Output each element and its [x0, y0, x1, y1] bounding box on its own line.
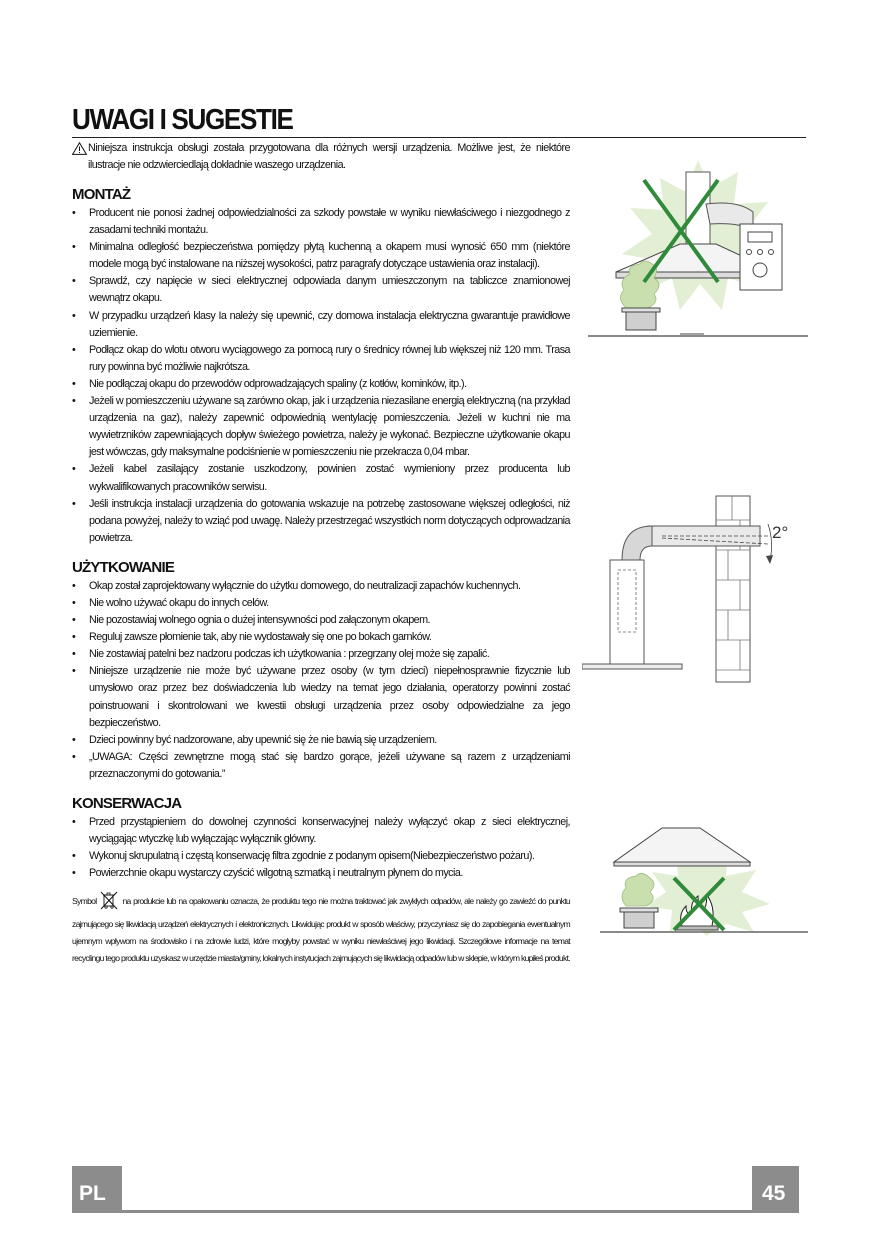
section-heading-montaz: MONTAŻ: [72, 186, 131, 203]
list-item: • Reguluj zawsze płomienie tak, aby nie wydostawały się one po bokach garnków.: [72, 629, 570, 646]
crossed-bin-icon: [99, 890, 119, 916]
disposal-note: [72, 890, 570, 967]
warning-icon: [72, 142, 87, 161]
list-item: • Jeśli instrukcja instalacji urządzenia do gotowania wskazuje na potrzebę zastosowane większej odległości, niż podana powyżej, należy to wziąć pod uwagę. Należy przestrzegać wszystkich norm dotyczących odprowadzania powietrza.: [72, 496, 570, 547]
list-item: • Niniejsze urządzenie nie może być używane przez osoby (w tym dzieci) niepełnosprawnie fizycznie lub umysłowo oraz przez bez doświadczenia lub wiedzy na temat jego działania, operatorzy powinni zostać poinstruowani i skontrolowani we kwestii obsługi urządzenia przez osoby odpowiedzialne za jego bezpieczeństwo.: [72, 663, 570, 731]
list-item: • Nie zostawiaj patelni bez nadzoru podczas ich użytkowania : przegrzany olej może się zapalić.: [72, 646, 570, 663]
list-item: • Powierzchnie okapu wystarczy czyścić wilgotną szmatką i neutralnym płynem do mycia.: [72, 865, 570, 882]
list-item: • Producent nie ponosi żadnej odpowiedzialności za szkody powstałe w wyniku niewłaściwego i niezgodnego z zasadami techniki montażu.: [72, 205, 570, 239]
page-number: 45: [752, 1166, 799, 1213]
list-item: • Nie podłączaj okapu do przewodów odprowadzających spaliny (z kotłów, kominków, itp.).: [72, 376, 570, 393]
list-item: • Okap został zaprojektowany wyłącznie do użytku domowego, do neutralizacji zapachów kuchennych.: [72, 578, 570, 595]
illustration-flame-crossed: [600, 826, 808, 941]
list-item: • Podłącz okap do wlotu otworu wyciągowego za pomocą rury o średnicy równej lub większej niż 120 mm. Trasa rury powinna być możliwie najkrótsza.: [72, 342, 570, 376]
list-item: • W przypadku urządzeń klasy Ia należy się upewnić, czy domowa instalacja elektryczna gwarantuje prawidłowe uziemienie.: [72, 308, 570, 342]
section-heading-uzytkowanie: UŻYTKOWANIE: [72, 558, 175, 576]
konserwacja-list: [72, 814, 570, 882]
montaz-list: [72, 205, 570, 547]
slope-angle-label: 2°: [772, 523, 789, 542]
list-item: • Jeżeli kabel zasilający zostanie uszkodzony, powinien zostać wymieniony przez producenta lub wykwalifikowanych pracowników serwisu.: [72, 461, 570, 495]
illustration-hood-gas-crossed: [588, 150, 808, 350]
list-item: • Nie wolno używać okapu do innych celów.: [72, 595, 570, 612]
footer-divider: [122, 1210, 752, 1213]
disposal-note-prefix: Symbol: [72, 896, 97, 907]
list-item: • Minimalna odległość bezpieczeństwa pomiędzy płytą kuchenną a okapem musi wynosić 650 mm (niektóre modele mogą być instalowane na niższej wysokości, patrz paragrafy dotyczące ustawienia oraz instalacji).: [72, 239, 570, 273]
illustration-duct-slope: [582, 494, 798, 691]
list-item: • Jeżeli w pomieszczeniu używane są zarówno okap, jak i urządzenia niezasilane energią elektryczną (na przykład urządzenia na gaz), należy zapewnić odpowiednią wentylację pomieszczenia. Jeżeli w kuchni nie ma wywietrzników zapewniających dopływ świeżego powietrza, należy je wykonać. Bezpieczne użytkowanie okapu jest wówczas, gdy maksymalne podciśnienie w pomieszczeniu nie przekracza 0,04 mbar.: [72, 393, 570, 461]
list-item: • Dzieci powinny być nadzorowane, aby upewnić się że nie bawią się urządzeniem.: [72, 732, 570, 749]
section-heading-konserwacja: KONSERWACJA: [72, 795, 182, 812]
intro-text: Niniejsza instrukcja obsługi została przygotowana dla różnych wersji urządzenia. Możliwe jest, że niektóre ilustracje nie odzwierciedlają dokładnie waszego urządzenia.: [88, 142, 570, 171]
text-column: [72, 140, 570, 967]
intro-note: [72, 140, 570, 174]
page-title: UWAGI I SUGESTIE: [72, 104, 293, 136]
list-item: • Przed przystąpieniem do dowolnej czynności konserwacyjnej należy wyłączyć okap z sieci elektrycznej, wyciągając wtyczkę lub wyłączając wyłącznik główny.: [72, 814, 570, 848]
list-item: • „UWAGA: Części zewnętrzne mogą stać się bardzo gorące, jeżeli używane są razem z urządzeniami przeznaczonymi do gotowania.”: [72, 749, 570, 783]
list-item: • Nie pozostawiaj wolnego ognia o dużej intensywności pod załączonym okapem.: [72, 612, 570, 629]
uzytkowanie-list: [72, 578, 570, 783]
list-item: • Wykonuj skrupulatną i częstą konserwację filtra zgodnie z podanym opisem(Niebezpieczeństwo pożaru).: [72, 848, 570, 865]
list-item: • Sprawdź, czy napięcie w sieci elektrycznej odpowiada danym umieszczonym na tabliczce znamionowej wewnątrz okapu.: [72, 273, 570, 307]
title-divider: [72, 137, 806, 138]
footer-language-tab: PL: [72, 1166, 122, 1213]
disposal-note-text: na produkcie lub na opakowaniu oznacza, że produktu tego nie można traktować jak zwykłych odpadów, ale należy go zawieźć do punktu zajmującego się likwidacją urządzeń elektrycznych i elektronicznych. Likwidując produkt w sposób właściwy, przyczyniasz się do zapobiegania ewentualnym ujemnym wpływom na środowisko i na zdrowie ludzi, które mogłyby powstać w wyniku niewłaściwej jego likwidacji. Szczegółowe informacje na temat recyclingu tego produktu uzyskasz w urzędzie miasta/gminy, lokalnych instytucjach zajmujących się likwidacją odpadów lub w sklepie, w którym kupiłeś produkt.: [72, 896, 570, 964]
